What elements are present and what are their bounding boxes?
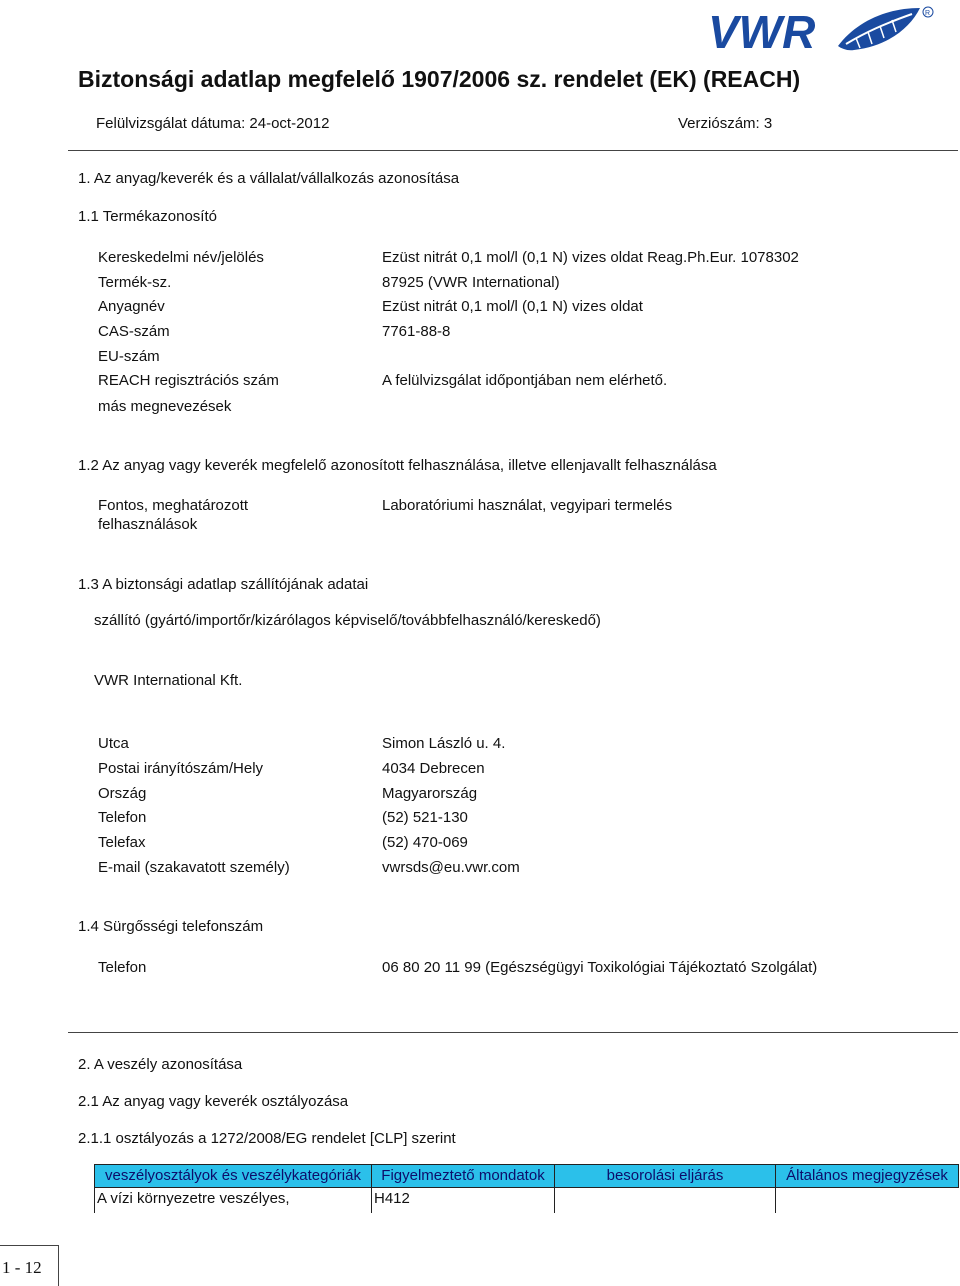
company-name: VWR International Kft. [94,672,243,689]
section-2-heading: 2. A veszély azonosítása [78,1056,243,1073]
procedure-cell [555,1188,776,1214]
email-label: E-mail (szakavatott személy) [98,859,290,876]
email-value: vwrsds@eu.vwr.com [382,859,520,876]
svg-text:R: R [925,10,931,17]
subsection-2-1-heading: 2.1 Az anyag vagy keverék osztályozása [78,1093,349,1110]
column-header-hazard-classes: veszélyosztályok és veszélykategóriák [95,1165,372,1188]
column-header-classification-procedure: besorolási eljárás [555,1165,776,1188]
postal-label: Postai irányítószám/Hely [98,760,264,777]
country-value: Magyarország [382,785,478,802]
leaf-icon [838,8,920,50]
fax-value: (52) 470-069 [382,834,468,851]
emergency-phone-value: 06 80 20 11 99 (Egészségügyi Toxikológiai Tájékoztató Szolgálat) [382,959,818,976]
revision-date: Felülvizsgálat dátuma: 24-oct-2012 [96,115,330,132]
subsection-1-2-heading: 1.2 Az anyag vagy keverék megfelelő azonosított felhasználása, illetve ellenjavallt felhasználása [78,457,717,474]
header-divider [68,150,958,151]
table-header-row [95,1165,959,1188]
clp-classification-table [94,1164,959,1213]
eu-number-label: EU-szám [98,348,160,365]
remarks-cell [776,1188,959,1214]
supplier-type: szállító (gyártó/importőr/kizárólagos képviselő/továbbfelhasználó/kereskedő) [94,612,601,629]
country-label: Ország [98,785,147,802]
table-row [95,1188,959,1214]
version-number: Verziószám: 3 [678,115,773,132]
street-value: Simon László u. 4. [382,735,506,752]
reach-number-label: REACH regisztrációs szám [98,372,279,389]
trade-name-label: Kereskedelmi név/jelölés [98,249,264,266]
column-header-hazard-statements: Figyelmeztető mondatok [372,1165,555,1188]
document-title: Biztonsági adatlap megfelelő 1907/2006 sz. rendelet (EK) (REACH) [78,66,801,92]
subsection-1-4-heading: 1.4 Sürgősségi telefonszám [78,918,264,935]
column-header-general-remarks: Általános megjegyzések [776,1165,959,1188]
vwr-logo [706,2,938,56]
phone-value: (52) 521-130 [382,809,468,826]
uses-label-line-1: Fontos, meghatározott [98,497,249,514]
substance-name-value: Ezüst nitrát 0,1 mol/l (0,1 N) vizes oldat [382,298,643,315]
street-label: Utca [98,735,129,752]
emergency-phone-label: Telefon [98,959,147,976]
subsection-2-1-1-heading: 2.1.1 osztályozás a 1272/2008/EG rendelet [CLP] szerint [78,1130,456,1147]
section-divider [68,1032,958,1033]
uses-value: Laboratóriumi használat, vegyipari termelés [382,497,673,514]
uses-label-line-2: felhasználások [98,516,198,533]
subsection-1-3-heading: 1.3 A biztonsági adatlap szállítójának adatai [78,576,369,593]
reach-number-value: A felülvizsgálat időpontjában nem elérhető. [382,372,668,389]
page-number: 1 - 12 [2,1258,42,1277]
fax-label: Telefax [98,834,146,851]
phone-label: Telefon [98,809,147,826]
subsection-1-1-heading: 1.1 Termékazonosító [78,208,217,225]
hazard-class-cell: A vízi környezetre veszélyes, [95,1188,372,1214]
section-1-heading: 1. Az anyag/keverék és a vállalat/vállalkozás azonosítása [78,170,460,187]
cas-number-label: CAS-szám [98,323,170,340]
postal-value: 4034 Debrecen [382,760,485,777]
cas-number-value: 7761-88-8 [382,323,451,340]
substance-name-label: Anyagnév [98,298,165,315]
hazard-statement-cell: H412 [372,1188,555,1214]
product-number-label: Termék-sz. [98,274,172,291]
logo-text: VWR [708,6,816,56]
product-number-value: 87925 (VWR International) [382,274,560,291]
other-names-label: más megnevezések [98,398,232,415]
trade-name-value: Ezüst nitrát 0,1 mol/l (0,1 N) vizes oldat Reag.Ph.Eur. 1078302 [382,249,799,266]
